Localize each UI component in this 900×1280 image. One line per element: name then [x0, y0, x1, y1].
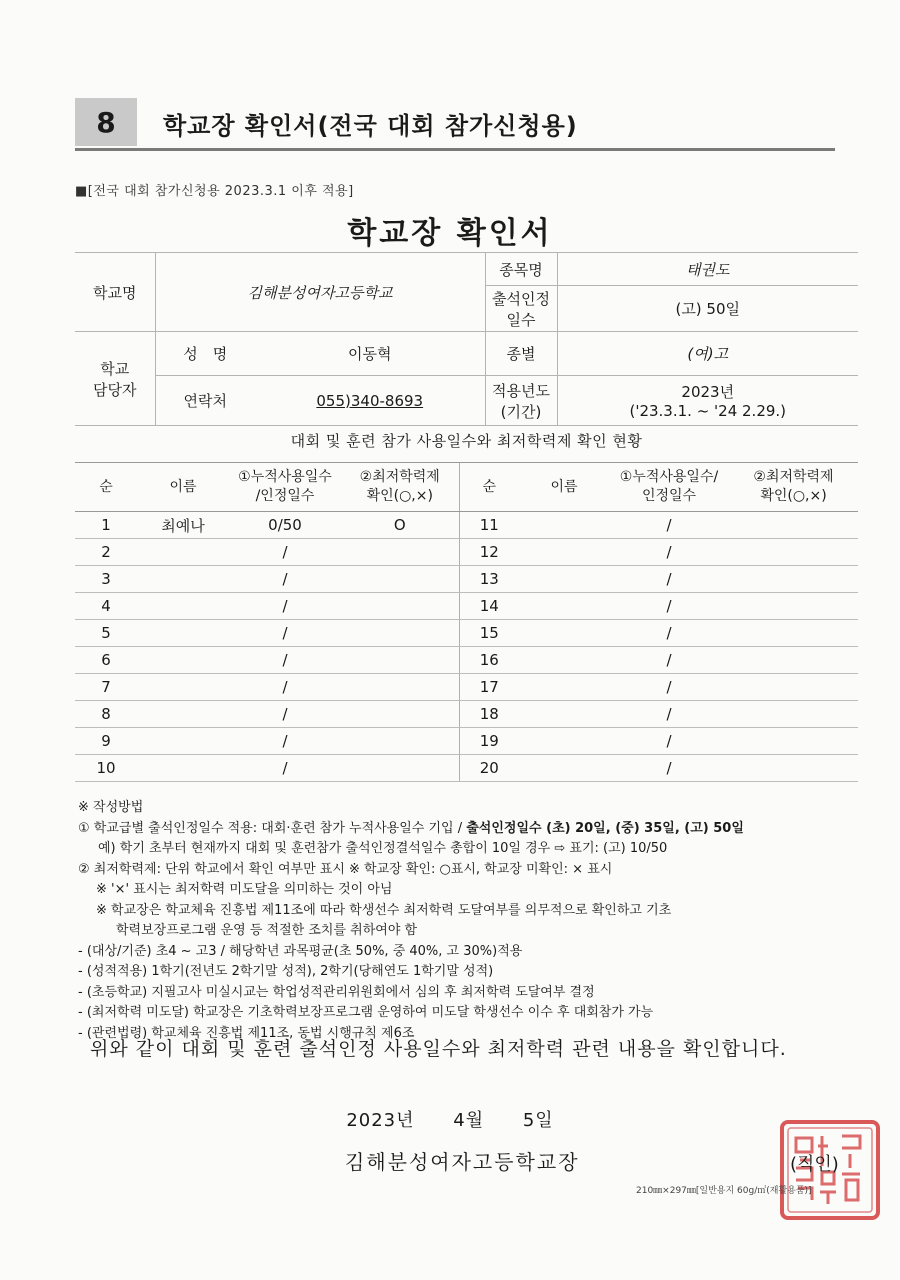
row-acad-left [341, 539, 459, 566]
table-row [75, 593, 858, 620]
row-acad-right [729, 566, 858, 593]
year-label [485, 376, 557, 426]
row-name-left [137, 674, 229, 701]
col-days-right-l1: ①누적사용일수/ [619, 469, 719, 485]
confirmation-statement: 위와 같이 대회 및 훈련 출석인정 사용일수와 최저학력 관련 내용을 확인합니다. [90, 1038, 787, 1060]
row-name-right [519, 728, 609, 755]
row-acad-left [341, 674, 459, 701]
col-name-left: 이름 [137, 463, 229, 512]
school-name: 김해분성여자고등학교 [155, 253, 485, 332]
document-title: 학교장 확인서 [347, 216, 553, 251]
col-acad-left-l2: 확인(○,×) [366, 488, 433, 504]
date-day: 5일 [522, 1110, 554, 1131]
row-days-right: / [609, 728, 729, 755]
row-days-left: / [229, 755, 341, 782]
row-acad-left [341, 701, 459, 728]
instruction-2-note-2-cont: 학력보장프로그램 운영 등 적절한 조치를 취하여야 함 [116, 923, 418, 938]
staff-label-line1: 학교 [100, 359, 130, 378]
row-days-left: / [229, 674, 341, 701]
contact-cell [255, 376, 485, 426]
col-acad-right-l1: ②최저학력제 [753, 469, 834, 485]
instructions-title: ※ 작성방법 [78, 800, 144, 815]
attend-label-line1: 출석인정 [492, 289, 550, 308]
row-acad-left [341, 647, 459, 674]
row-days-right: / [609, 593, 729, 620]
col-acad-left [341, 463, 459, 512]
row-name-right [519, 755, 609, 782]
period-text: ('23.3.1. ~ '24 2.29.) [629, 402, 787, 420]
row-days-left: / [229, 539, 341, 566]
instruction-2: ② 최저학력제: 단위 학교에서 확인 여부만 표시 ※ 학교장 확인: ○표시, 학교장 미확인: × 표시 [78, 861, 613, 877]
record-rows [75, 512, 858, 782]
row-acad-right [729, 701, 858, 728]
table-row [75, 701, 858, 728]
issue-date [0, 1106, 900, 1132]
row-no-left: 10 [75, 755, 137, 782]
col-no-right: 순 [459, 463, 519, 512]
row-no-right: 13 [459, 566, 519, 593]
gender-label: 종별 [485, 332, 557, 376]
row-no-right: 15 [459, 620, 519, 647]
row-days-right: / [609, 539, 729, 566]
table-row [75, 539, 858, 566]
row-acad-left [341, 566, 459, 593]
row-no-right: 18 [459, 701, 519, 728]
row-days-right: / [609, 647, 729, 674]
row-acad-right [729, 539, 858, 566]
instruction-1a: ① 학교급별 출석인정일수 적용: 대회·훈련 참가 누적사용일수 기입 / [78, 820, 467, 836]
row-no-left: 2 [75, 539, 137, 566]
row-days-right: / [609, 701, 729, 728]
col-days-left-l1: ①누적사용일수 [238, 469, 332, 485]
row-name-right [519, 620, 609, 647]
row-name-right [519, 539, 609, 566]
row-acad-left: O [341, 512, 459, 539]
row-no-left: 1 [75, 512, 137, 539]
attend-value: (고) 50일 [557, 286, 858, 332]
row-days-left: / [229, 620, 341, 647]
col-days-left [229, 463, 341, 512]
row-name-left [137, 728, 229, 755]
col-acad-left-l1: ②최저학력제 [359, 469, 440, 485]
instruction-item-target: - (대상/기준) 초4 ~ 고3 / 해당학년 과목평균(초 50%, 중 40%, 고 30%)적용 [78, 943, 523, 959]
row-name-right [519, 593, 609, 620]
section-header [75, 96, 835, 152]
record-table [75, 462, 858, 782]
row-name-left [137, 593, 229, 620]
row-name-right [519, 674, 609, 701]
instruction-item-elementary: - (초등학교) 지필고사 미실시교는 학업성적관리위원회에서 심의 후 최저학력 도달여부 결정 [78, 984, 595, 1000]
principal-signature: 김해분성여자고등학교장 [345, 1150, 580, 1174]
instruction-2-note-1: ※ '×' 표시는 최저학력 미도달을 의미하는 것이 아님 [96, 882, 393, 897]
row-name-left [137, 701, 229, 728]
row-name-right [519, 512, 609, 539]
row-days-right: / [609, 674, 729, 701]
paper-spec-footnote: 210㎜×297㎜[일반용지 60g/㎡(재활용품)] [636, 1186, 812, 1196]
row-no-right: 14 [459, 593, 519, 620]
row-days-left: / [229, 566, 341, 593]
row-name-left [137, 539, 229, 566]
instructions [78, 798, 868, 1044]
row-acad-right [729, 593, 858, 620]
instruction-item-laws: - (관련법령) 학교체육 진흥법 제11조, 동법 시행규칙 제6조 [78, 1025, 415, 1041]
row-days-left: / [229, 593, 341, 620]
header-rule [75, 148, 835, 151]
row-name-left [137, 620, 229, 647]
row-days-right: / [609, 512, 729, 539]
info-table [75, 252, 858, 426]
instruction-1 [78, 819, 868, 840]
attend-label-line2: 일수 [506, 310, 536, 329]
row-acad-left [341, 728, 459, 755]
event-label: 종목명 [485, 253, 557, 286]
row-no-left: 7 [75, 674, 137, 701]
instruction-item-grades: - (성적적용) 1학기(전년도 2학기말 성적), 2학기(당해연도 1학기말 성적) [78, 964, 494, 979]
row-acad-right [729, 512, 858, 539]
attend-label [485, 286, 557, 332]
row-acad-right [729, 647, 858, 674]
col-acad-right [729, 463, 858, 512]
row-acad-left [341, 620, 459, 647]
row-days-left: / [229, 701, 341, 728]
table-row [75, 755, 858, 782]
row-no-left: 6 [75, 647, 137, 674]
table-row [75, 728, 858, 755]
row-days-right: / [609, 620, 729, 647]
row-name-right [519, 701, 609, 728]
table-row [75, 566, 858, 593]
row-no-right: 20 [459, 755, 519, 782]
year-value [557, 376, 858, 426]
row-acad-right [729, 755, 858, 782]
section-number: 8 [75, 98, 137, 146]
record-section-title: 대회 및 훈련 참가 사용일수와 최저학력제 확인 현황 [290, 432, 643, 450]
row-acad-right [729, 620, 858, 647]
row-no-left: 4 [75, 593, 137, 620]
col-days-left-l2: /인정일수 [255, 488, 315, 504]
row-days-right: / [609, 755, 729, 782]
row-days-left: / [229, 647, 341, 674]
col-days-right [609, 463, 729, 512]
year-text: 2023년 [681, 383, 735, 401]
row-days-right: / [609, 566, 729, 593]
row-name-right [519, 647, 609, 674]
table-row [75, 674, 858, 701]
event-value: 태권도 [557, 253, 858, 286]
row-no-left: 8 [75, 701, 137, 728]
applicability-note: ■[전국 대회 참가신청용 2023.3.1 이후 적용] [75, 184, 354, 199]
year-label-line1: 적용년도 [492, 381, 550, 400]
table-row [75, 620, 858, 647]
name-value: 이동혁 [255, 332, 485, 376]
date-year: 2023년 [346, 1110, 415, 1131]
table-row [75, 512, 858, 539]
contact-label: 연락처 [155, 376, 255, 426]
row-no-right: 19 [459, 728, 519, 755]
row-no-right: 16 [459, 647, 519, 674]
seal-label: (직인) [790, 1154, 839, 1175]
row-name-left: 최예나 [137, 512, 229, 539]
instruction-1b: 출석인정일수 (초) 20일, (중) 35일, (고) 50일 [466, 820, 744, 836]
date-month: 4월 [453, 1110, 485, 1131]
row-name-right [519, 566, 609, 593]
row-name-left [137, 647, 229, 674]
col-days-right-l2: 인정일수 [641, 488, 697, 504]
staff-label-line2: 담당자 [93, 380, 137, 399]
section-title: 학교장 확인서(전국 대회 참가신청용) [163, 112, 578, 140]
name-label: 성 명 [155, 332, 255, 376]
row-days-left: / [229, 728, 341, 755]
row-no-right: 12 [459, 539, 519, 566]
row-name-left [137, 755, 229, 782]
table-row [75, 647, 858, 674]
row-acad-right [729, 674, 858, 701]
row-days-left: 0/50 [229, 512, 341, 539]
row-acad-left [341, 593, 459, 620]
row-no-left: 5 [75, 620, 137, 647]
gender-value: (여)고 [557, 332, 858, 376]
row-acad-right [729, 728, 858, 755]
contact-value: 055)340-8693 [316, 391, 424, 410]
col-name-right: 이름 [519, 463, 609, 512]
instruction-1-example: 예) 학기 초부터 현재까지 대회 및 훈련참가 출석인정결석일수 총합이 10일 경우 ⇨ 표기: (고) 10/50 [98, 841, 668, 856]
row-no-left: 9 [75, 728, 137, 755]
col-no-left: 순 [75, 463, 137, 512]
row-acad-left [341, 755, 459, 782]
staff-label [75, 332, 155, 426]
instruction-2-note-2: ※ 학교장은 학교체육 진흥법 제11조에 따라 학생선수 최저학력 도달여부를 의무적으로 확인하고 기초 [96, 902, 672, 918]
row-name-left [137, 566, 229, 593]
year-label-line2: (기간) [500, 402, 542, 421]
row-no-right: 11 [459, 512, 519, 539]
school-label: 학교명 [75, 253, 155, 332]
instruction-item-below-min: - (최저학력 미도달) 학교장은 기초학력보장프로그램 운영하여 미도달 학생선수 이수 후 대회참가 가능 [78, 1005, 654, 1020]
row-no-right: 17 [459, 674, 519, 701]
col-acad-right-l2: 확인(○,×) [760, 488, 827, 504]
row-no-left: 3 [75, 566, 137, 593]
